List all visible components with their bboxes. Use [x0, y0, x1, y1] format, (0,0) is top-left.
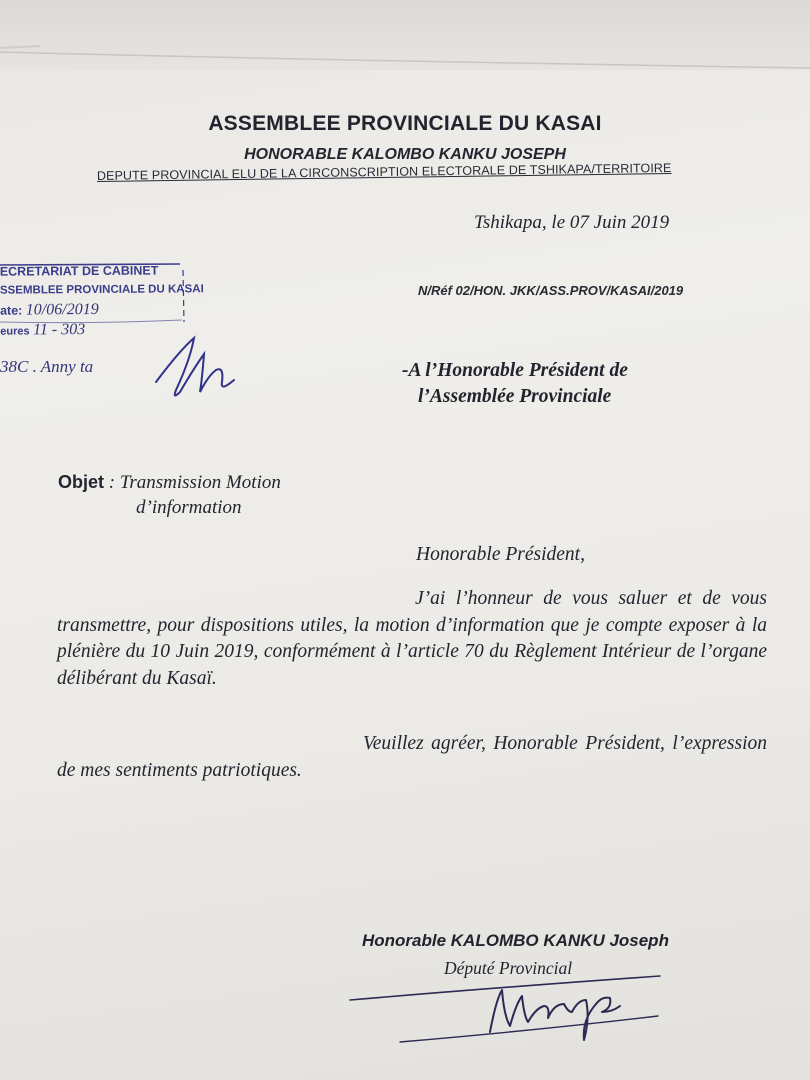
subject-separator: :	[104, 472, 120, 493]
subject-text-line-2: d’information	[136, 497, 242, 518]
constituency-line: DEPUTE PROVINCIAL ELU DE LA CIRCONSCRIPTION ELECTORALE DE TSHIKAPA/TERRITOIRE	[96, 160, 672, 183]
stamp-date-value: 10/06/2019	[25, 300, 99, 319]
recipient-line-1: -A l’Honorable Président de	[402, 360, 628, 381]
body-paragraph-block	[57, 586, 767, 692]
signer-name: Honorable KALOMBO KANKU Joseph	[362, 931, 669, 950]
signer-title: Député Provincial	[444, 958, 573, 978]
reference-number: N/Réf 02/HON. JKK/ASS.PROV/KASAI/2019	[418, 283, 684, 298]
member-name-heading: HONORABLE KALOMBO KANKU JOSEPH	[244, 146, 566, 163]
subject-text-line-1: Transmission Motion	[119, 472, 281, 493]
recipient-block	[402, 358, 768, 410]
paper-fold-edge	[0, 0, 810, 90]
stamp-line-secretariat: ECRETARIAT DE CABINET	[0, 263, 159, 279]
handwritten-signature	[340, 960, 670, 1060]
date-line: Tshikapa, le 07 Juin 2019	[474, 212, 670, 233]
recipient-line-2: l’Assemblée Provinciale	[418, 386, 612, 407]
subject-block	[58, 470, 281, 520]
body-paragraph: J’ai l’honneur de vous saluer et de vous transmettre, pour dispositions utiles, la motion d’information que je compte exposer à la plénière du 10 Juin 2019, conformément à l’article 70 du Règlement Intérieur de l’organe délibérant du Kasaï.	[57, 588, 767, 689]
stamp-initials-scribble	[150, 330, 250, 410]
stamp-hours-value: 11 - 303	[32, 321, 86, 339]
stamp-hours-label: eures	[0, 325, 30, 338]
stamp-line-assembly: SSEMBLEE PROVINCIALE DU KASAI	[0, 283, 204, 297]
stamp-handwritten-note: 38C . Anny ta	[0, 357, 94, 376]
salutation: Honorable Président,	[416, 544, 585, 565]
assembly-title: ASSEMBLEE PROVINCIALE DU KASAI	[208, 112, 602, 135]
closing-paragraph-block	[57, 730, 767, 784]
stamp-date-label: ate:	[0, 303, 23, 318]
subject-label: Objet	[58, 472, 105, 492]
closing-paragraph: Veuillez agréer, Honorable Président, l’expression de mes sentiments patriotiques.	[57, 733, 767, 781]
